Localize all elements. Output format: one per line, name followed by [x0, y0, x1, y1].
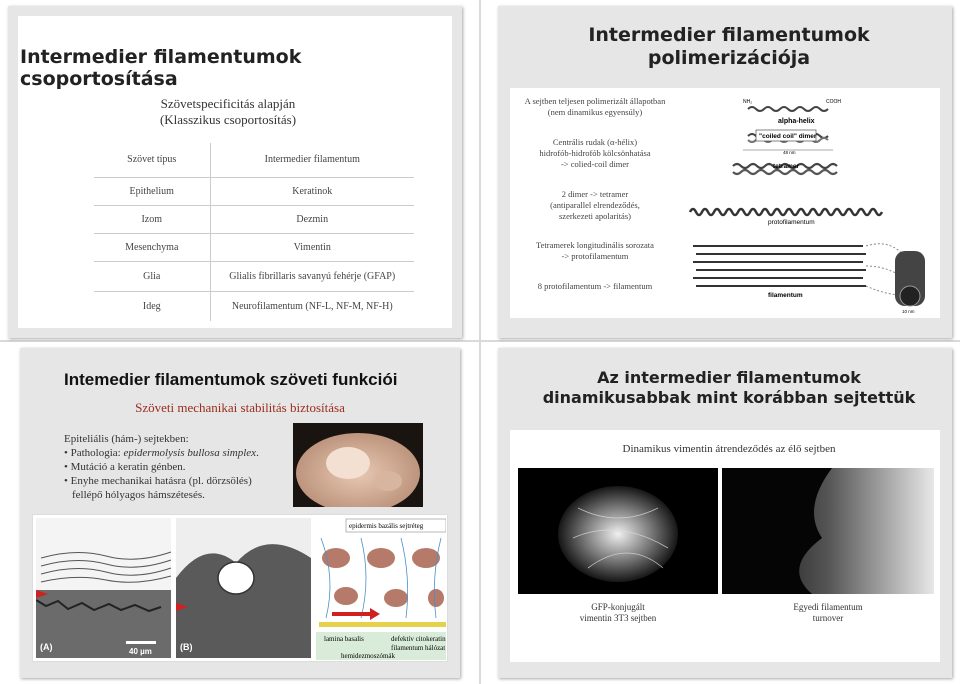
- tissue-table: [94, 143, 414, 321]
- table-row: [94, 177, 414, 205]
- alpha-helix-label: alpha-helix: [778, 118, 815, 125]
- vertical-divider: [479, 0, 481, 684]
- nh2-label: NH₂: [743, 99, 753, 105]
- list-item: • Pathologia: epidermolysis bullosa simplex.: [64, 447, 259, 459]
- bullet-list: [64, 432, 284, 502]
- caption-text: GFP-konjugált: [591, 602, 645, 612]
- step-3: [512, 189, 678, 222]
- step-5: [512, 281, 678, 292]
- list-item-cont: fellépő hólyagos hámszétesés.: [72, 489, 205, 501]
- panel-b-label: (B): [180, 642, 193, 652]
- bullet-text: Enyhe mechanikai hatásra (pl. dörzsölés): [70, 475, 252, 487]
- slide-subtitle-1: Szövetspecificitás alapján: [160, 96, 296, 111]
- epidermis-label: epidermis bazális sejtréteg: [349, 522, 424, 530]
- table-cell: Glia: [94, 261, 210, 291]
- list-item: • Enyhe mechanikai hatásra (pl. dörzsölés): [64, 475, 252, 487]
- table-row: [94, 261, 414, 291]
- caption-right: [722, 602, 934, 624]
- table-cell: Izom: [94, 205, 210, 233]
- caption-text: turnover: [812, 613, 844, 623]
- step-4: [512, 240, 678, 262]
- histology-panels: [36, 518, 446, 660]
- step-text: Centrális rudak (α-hélix): [552, 137, 638, 147]
- list-heading: Epiteliális (hám-) sejtekben:: [64, 433, 189, 445]
- filament-bundle: [693, 246, 866, 286]
- defekt-label-1: defektív citokeratin: [391, 635, 446, 643]
- horizontal-divider: [0, 340, 960, 342]
- step-text: -> protofilamentum: [561, 251, 629, 261]
- lamina-label: lamina basalis: [324, 635, 364, 643]
- tetramer-label: tetramer: [773, 163, 800, 170]
- slide-title-line2: dinamikusabbak mint korábban sejtettük: [542, 388, 916, 407]
- slide-1: [8, 6, 462, 338]
- cooh-label: COOH: [826, 99, 841, 105]
- table-row: [94, 291, 414, 321]
- table-cell: Ideg: [94, 291, 210, 321]
- slide-4: [498, 348, 952, 678]
- panel-a-label: (A): [40, 642, 53, 652]
- header-cell: Intermedier filamentum: [210, 143, 414, 177]
- table-header: [94, 143, 414, 177]
- vimentin-image-left: [518, 468, 718, 594]
- table-cell: Neurofilamentum (NF-L, NF-M, NF-H): [231, 300, 393, 312]
- slide-3: [20, 348, 460, 678]
- bullet-text: Pathologia:: [70, 447, 124, 459]
- table-cell: Mesenchyma: [94, 233, 210, 261]
- caption-left: [518, 602, 718, 624]
- step-text: 8 protofilamentum -> filamentum: [537, 281, 653, 291]
- length-label: 48 nm: [783, 150, 796, 155]
- step-text: (nem dinamikus egyensúly): [547, 107, 643, 117]
- vimentin-image-right: [722, 468, 934, 594]
- lamina-band: [319, 622, 446, 627]
- table-cell: Dezmin: [210, 205, 414, 233]
- step-text: Tetramerek longitudinális sorozata: [536, 240, 654, 250]
- caption-text: Egyedi filamentum: [793, 602, 863, 612]
- protofilament-label: protofilamentum: [768, 219, 815, 226]
- bullet-italic: epidermolysis bullosa simplex: [123, 447, 257, 459]
- header-cell: Szövet típus: [94, 143, 210, 177]
- slide-subtitle-2: (Klasszikus csoportosítás): [159, 112, 297, 127]
- slide-title-line2: polimerizációja: [647, 47, 811, 69]
- slide-title: Intermedier filamentumok csoportosítása: [20, 46, 302, 90]
- slide-subtitle: Dinamikus vimentin átrendeződés az élő sejtben: [622, 443, 836, 455]
- filament-width-label: 10 nm: [902, 309, 915, 314]
- defekt-label-2: filamentum hálózat: [391, 644, 446, 652]
- list-item: • Mutáció a keratin génben.: [64, 461, 186, 473]
- tetramer-strand-2: [733, 170, 837, 174]
- bullet-text: Mutáció a keratin génben.: [70, 461, 186, 473]
- step-text: -> colied-coil dimer: [560, 159, 630, 169]
- dimer-label: "coiled coil" dimer: [759, 133, 817, 140]
- step-1: [512, 96, 678, 118]
- table-cell: Epithelium: [94, 177, 210, 205]
- alpha-helix-shape: [748, 107, 828, 111]
- table-cell: Vimentin: [210, 233, 414, 261]
- polymerization-diagram: [688, 96, 938, 316]
- step-text: szerkezeti apolaritás): [559, 211, 631, 221]
- filament-end: [900, 286, 920, 306]
- table-cell: Keratinok: [210, 177, 414, 205]
- step-2: [512, 137, 678, 170]
- table-cell: Glialis fibrillaris savanyú fehérje (GFAP): [210, 261, 414, 291]
- filament-label: filamentum: [768, 292, 803, 299]
- slide-2: [498, 6, 952, 338]
- slide-title: Intemedier filamentumok szöveti funkciói: [64, 370, 398, 389]
- hemi-label: hemidezmoszómák: [341, 652, 396, 660]
- blister-photo: [293, 423, 423, 507]
- step-text: A sejtben teljesen polimerizált állapotban: [524, 96, 666, 106]
- step-text: 2 dimer -> tetramer: [561, 189, 629, 199]
- scale-label: 40 µm: [129, 647, 152, 656]
- caption-text: vimentin 3T3 sejtben: [579, 613, 657, 623]
- protofilament-shape: [690, 209, 882, 215]
- step-text: (antiparallel elrendeződés,: [550, 200, 640, 210]
- step-text: hidrofób-hidrofób kölcsönhatása: [539, 148, 651, 158]
- table-row: [94, 205, 414, 233]
- slide-title-line1: Az intermedier filamentumok: [597, 368, 861, 387]
- bullet-text: .: [256, 447, 259, 459]
- table-row: [94, 233, 414, 261]
- slide-title-line1: Intermedier filamentumok: [588, 24, 870, 46]
- slide-subtitle: Szöveti mechanikai stabilitás biztosítása: [135, 400, 345, 415]
